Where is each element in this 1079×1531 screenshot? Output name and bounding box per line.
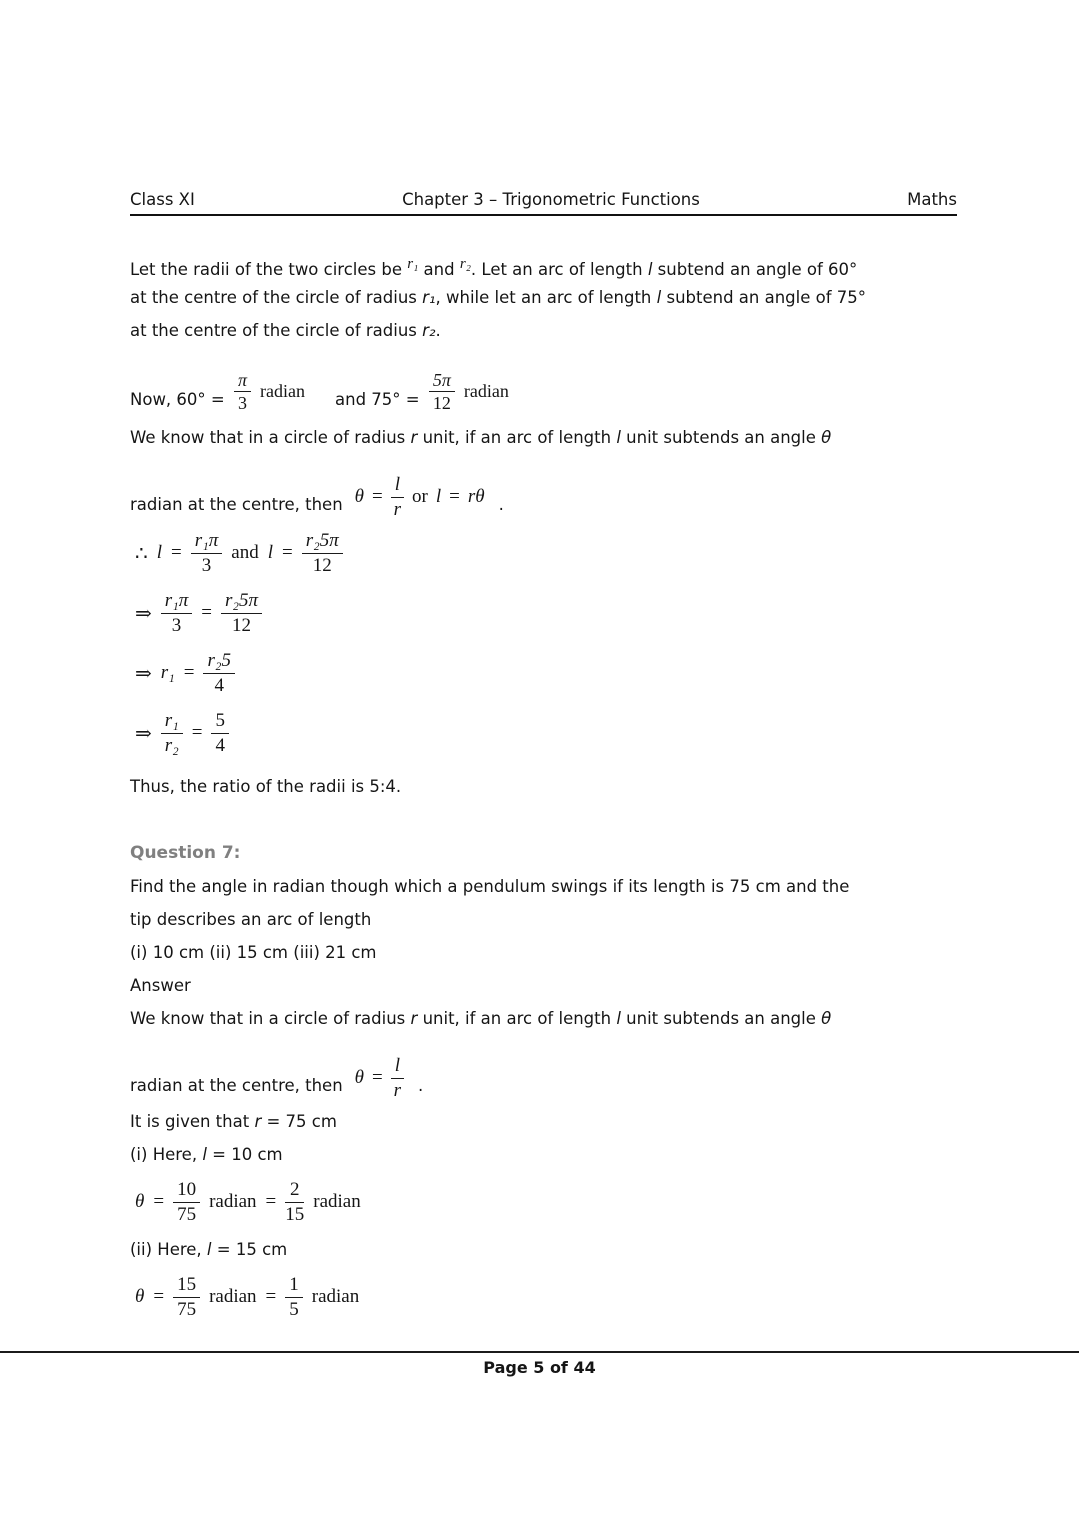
equation-step-4: [130, 704, 979, 762]
fraction-numerator: 2: [285, 1179, 304, 1202]
fraction-numerator: π: [234, 370, 251, 392]
fraction-denominator: r₂: [164, 734, 179, 756]
text-run: subtend an angle of 60°: [652, 260, 858, 279]
math-var-r2: r₂: [459, 256, 471, 272]
fraction-denominator: 15: [285, 1203, 305, 1225]
fraction-denominator: 12: [432, 392, 451, 413]
math-var-r: r: [410, 428, 418, 447]
page-content: [130, 244, 979, 1328]
fraction: [429, 370, 455, 413]
unit-radian: radian: [313, 1191, 361, 1212]
question-body-line: Find the angle in radian though which a pendulum swings if its length is 75 cm and the: [130, 877, 850, 896]
header-subject-label: Maths: [907, 190, 957, 209]
case-1-line: [130, 1138, 979, 1171]
text-run: Now, 60° =: [130, 390, 230, 409]
page-number-label: Page 5 of 44: [483, 1358, 596, 1377]
math-var-l: l: [656, 288, 662, 307]
fraction-denominator: 3: [171, 614, 182, 636]
math-var-r2: r₂: [422, 321, 436, 340]
math-var-r1: r₁: [160, 662, 175, 683]
implies-symbol: ⇒: [135, 602, 152, 625]
text-run: (i) Here,: [130, 1145, 203, 1164]
fraction-denominator: r: [393, 498, 402, 520]
unit-radian: radian: [209, 1191, 257, 1212]
text-run: We know that in a circle of radius: [130, 428, 411, 447]
equals-sign: =: [265, 1191, 277, 1212]
fraction-denominator: 4: [214, 674, 224, 696]
text-run: radian at the centre, then: [130, 495, 343, 514]
equals-sign: =: [372, 486, 383, 508]
question-body-line: tip describes an arc of length: [130, 910, 372, 929]
text-run: , while let an arc of length: [435, 288, 657, 307]
fraction-numerator: l: [391, 474, 404, 497]
fraction-numerator: 15: [173, 1274, 200, 1297]
text-line: [130, 248, 979, 281]
fraction-denominator: 3: [201, 554, 212, 576]
equation-step-3: [130, 644, 979, 702]
equation-case-1: [130, 1173, 979, 1231]
fraction-numerator: r₁: [161, 710, 183, 733]
math-var-r1: r₁: [407, 256, 419, 272]
fraction-denominator: 4: [215, 734, 225, 756]
text-run: unit subtends an angle: [620, 428, 822, 447]
text-run: . Let an arc of length: [470, 260, 648, 279]
fraction-denominator: 5: [289, 1298, 299, 1320]
fraction: [211, 710, 229, 756]
math-var-rtheta: rθ: [467, 486, 485, 508]
math-var-l: l: [156, 542, 163, 563]
unit-radian: radian: [209, 1286, 257, 1307]
equation-theta-definition-2: [130, 1037, 979, 1101]
implies-symbol: ⇒: [135, 722, 152, 745]
fraction-5pi-12-radian: [429, 370, 509, 413]
equation-step-2: [130, 584, 979, 642]
unit-radian: radian: [260, 380, 305, 401]
equation-case-2: [130, 1268, 979, 1326]
unit-radian: radian: [463, 380, 509, 401]
text-run: and: [418, 260, 460, 279]
fraction: [161, 590, 193, 636]
fraction: [191, 530, 223, 576]
unit-radian: radian: [311, 1286, 360, 1307]
fraction-numerator: r₁π: [161, 590, 193, 613]
fraction: [203, 650, 235, 696]
fraction: [285, 1274, 303, 1320]
text-line: [130, 281, 979, 314]
fraction-numerator: 10: [173, 1179, 200, 1202]
footer-rule: [0, 1351, 1079, 1353]
equals-sign: =: [201, 602, 213, 623]
header-chapter-title: Chapter 3 – Trigonometric Functions: [402, 190, 700, 209]
fraction: [302, 530, 343, 576]
and-word: and: [231, 542, 259, 563]
fraction-denominator: 12: [312, 554, 332, 576]
fraction: [173, 1179, 200, 1225]
fraction: [285, 1179, 304, 1225]
text-run: (ii) Here,: [130, 1240, 207, 1259]
fraction-numerator: 1: [285, 1274, 303, 1297]
question-options-line: (i) 10 cm (ii) 15 cm (iii) 21 cm: [130, 943, 377, 962]
page-header: [130, 190, 957, 216]
fraction: [391, 1055, 404, 1101]
equals-sign: =: [183, 662, 195, 683]
formula-theta-l-r: [355, 474, 485, 520]
text-run: at the centre of the circle of radius: [130, 288, 423, 307]
text-line-know: [130, 1002, 979, 1035]
math-var-theta: θ: [135, 1191, 145, 1212]
math-var-theta: θ: [821, 1009, 832, 1028]
fraction-numerator: 5π: [429, 370, 455, 392]
equals-sign: =: [372, 1067, 383, 1089]
period: .: [498, 495, 504, 514]
equation-degree-to-radian: [130, 351, 979, 413]
math-var-l: l: [616, 1009, 621, 1028]
given-line: [130, 1105, 979, 1138]
math-var-l: l: [267, 542, 273, 563]
equals-sign: =: [153, 1286, 165, 1307]
fraction-numerator: r₂5π: [302, 530, 343, 553]
equals-sign: =: [281, 542, 293, 563]
fraction-pi-3-radian: [234, 370, 305, 413]
implies-symbol: ⇒: [135, 662, 152, 685]
text-run: .: [435, 321, 441, 340]
fraction-denominator: 75: [177, 1203, 197, 1225]
text-run: It is given that: [130, 1112, 255, 1131]
fraction-numerator: l: [391, 1055, 404, 1078]
math-var-l: l: [647, 260, 653, 279]
text-run: unit, if an arc of length: [417, 1009, 617, 1028]
header-class-label: Class XI: [130, 190, 195, 209]
period: .: [418, 1076, 424, 1095]
math-var-r: r: [410, 1009, 418, 1028]
equation-step-1: [130, 524, 979, 582]
math-var-r1: r₁: [422, 288, 436, 307]
text-run: and 75° =: [335, 390, 425, 409]
equals-sign: =: [191, 722, 203, 743]
text-line: [130, 314, 979, 347]
therefore-symbol: ∴: [135, 542, 148, 565]
math-var-l: l: [616, 428, 621, 447]
text-run: subtend an angle of 75°: [661, 288, 867, 307]
text-run: radian at the centre, then: [130, 1076, 343, 1095]
text-run: Let the radii of the two circles be: [130, 260, 408, 279]
fraction: [161, 710, 183, 756]
math-var-theta: θ: [135, 1286, 145, 1307]
text-run: unit, if an arc of length: [417, 428, 617, 447]
equation-theta-definition: [130, 456, 979, 520]
text-run: = 10 cm: [206, 1145, 283, 1164]
fraction-numerator: r₂5π: [221, 590, 262, 613]
fraction-denominator: 12: [232, 614, 252, 636]
or-word: or: [412, 486, 428, 508]
paragraph-setup: [130, 248, 979, 347]
fraction: [221, 590, 262, 636]
text-run: We know that in a circle of radius: [130, 1009, 411, 1028]
math-var-l: l: [202, 1145, 207, 1164]
math-var-r: r: [254, 1112, 262, 1131]
case-2-line: [130, 1233, 979, 1266]
formula-theta-l-r: [355, 1055, 404, 1101]
fraction-numerator: 5: [211, 710, 229, 733]
fraction: [391, 474, 404, 520]
equals-sign: =: [449, 486, 460, 508]
text-run: unit subtends an angle: [620, 1009, 822, 1028]
equals-sign: =: [265, 1286, 277, 1307]
answer-label: Answer: [130, 976, 191, 995]
fraction-denominator: 75: [177, 1298, 197, 1320]
math-var-theta: θ: [821, 428, 832, 447]
math-var-l: l: [435, 486, 442, 508]
text-line-know: [130, 421, 979, 454]
text-run: = 75 cm: [261, 1112, 337, 1131]
fraction: [234, 370, 251, 413]
page-footer: [0, 1351, 1079, 1377]
math-var-l: l: [206, 1240, 212, 1259]
equals-sign: =: [153, 1191, 165, 1212]
math-var-theta: θ: [354, 1067, 365, 1089]
text-run: at the centre of the circle of radius: [130, 321, 423, 340]
fraction-numerator: r₂5: [203, 650, 235, 673]
fraction-denominator: 3: [238, 392, 247, 413]
text-run: = 15 cm: [211, 1240, 288, 1259]
fraction-numerator: r₁π: [191, 530, 223, 553]
fraction-denominator: r: [393, 1079, 402, 1101]
math-var-theta: θ: [354, 486, 365, 508]
conclusion-line: Thus, the ratio of the radii is 5:4.: [130, 777, 402, 796]
question-heading: Question 7:: [130, 843, 241, 863]
fraction: [173, 1274, 200, 1320]
equals-sign: =: [171, 542, 182, 563]
